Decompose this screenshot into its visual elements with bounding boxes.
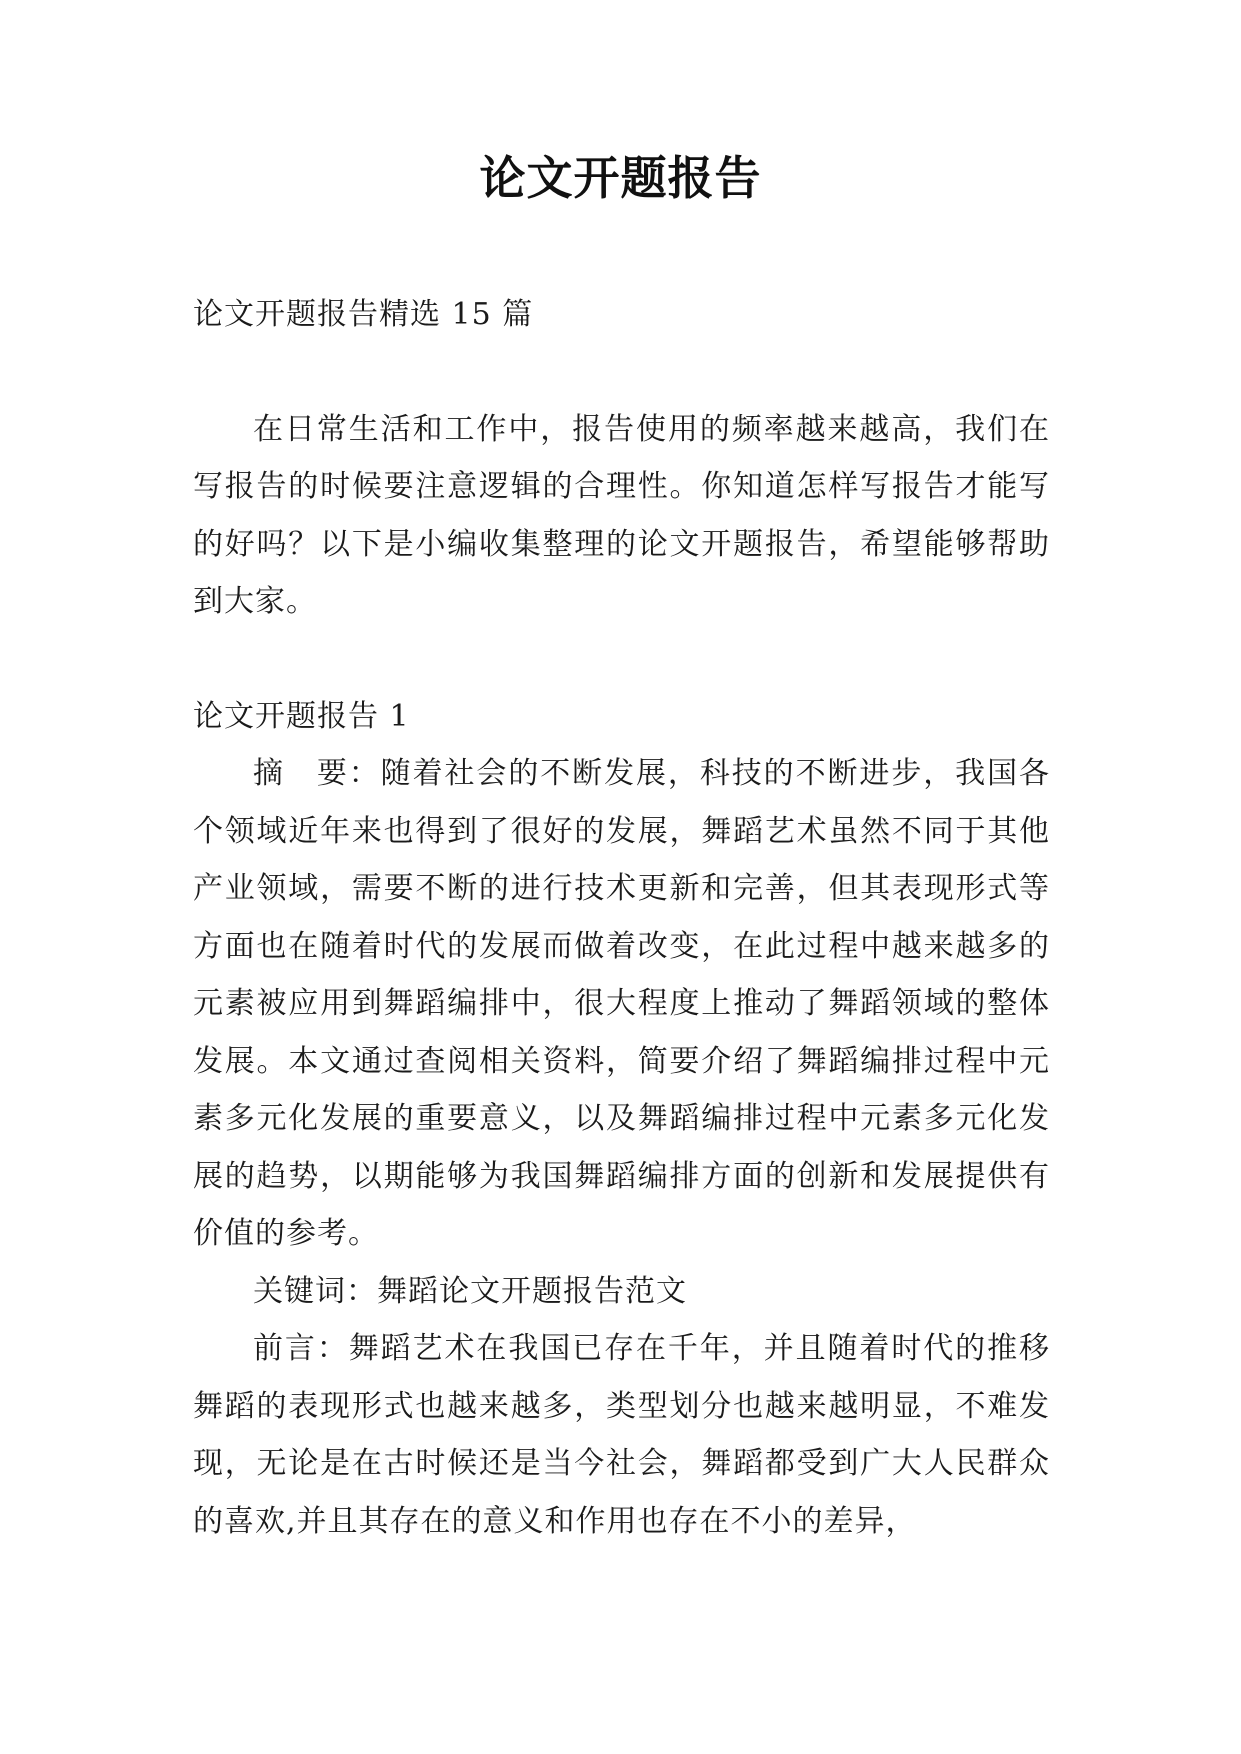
- keywords-paragraph: 关键词：舞蹈论文开题报告范文: [253, 1273, 687, 1309]
- preface-paragraph: 前言：舞蹈艺术在我国已存在千年，并且随着时代的推移舞蹈的表现形式也越来越多，类型划分也越来越明显，不难发现，无论是在古时候还是当今社会，舞蹈都受到广大人民群众的喜欢,并且其存在的意义和作用也存在不小的差异，: [193, 1331, 1050, 1539]
- document-body: [193, 286, 1050, 1550]
- document-title: 论文开题报告: [479, 151, 762, 205]
- document-subtitle: 论文开题报告精选 15 篇: [193, 297, 534, 332]
- intro-paragraph: 在日常生活和工作中，报告使用的频率越来越高，我们在写报告的时候要注意逻辑的合理性。你知道怎样写报告才能写的好吗？以下是小编收集整理的论文开题报告，希望能够帮助到大家。: [193, 411, 1050, 619]
- section-heading: 论文开题报告 1: [193, 698, 410, 734]
- abstract-paragraph: 摘 要：随着社会的不断发展，科技的不断进步，我国各个领域近年来也得到了很好的发展，舞蹈艺术虽然不同于其他产业领域，需要不断的进行技术更新和完善，但其表现形式等方面也在随着时代的发展而做着改变，在此过程中越来越多的元素被应用到舞蹈编排中，很大程度上推动了舞蹈领域的整体发展。本文通过查阅相关资料，简要介绍了舞蹈编排过程中元素多元化发展的重要意义，以及舞蹈编排过程中元素多元化发展的趋势，以期能够为我国舞蹈编排方面的创新和发展提供有价值的参考。: [193, 756, 1050, 1251]
